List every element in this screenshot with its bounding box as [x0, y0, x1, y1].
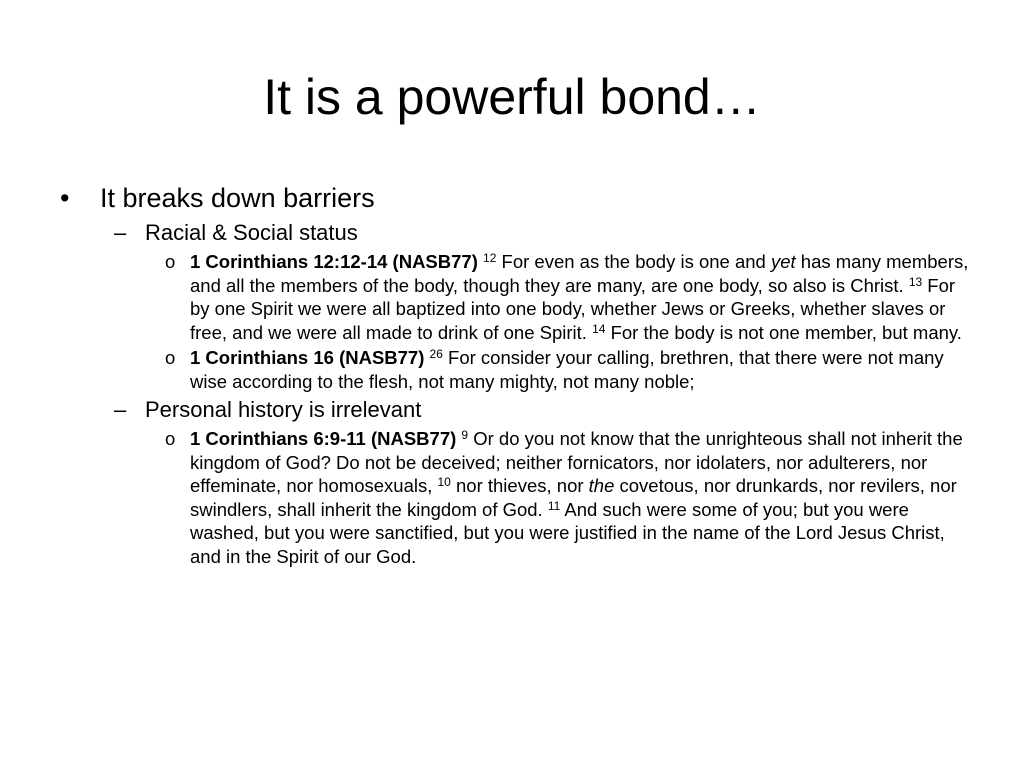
verse-fragment: covetous, nor drunkards, nor revilers, nor swindlers, shall inherit the kingdom of God. [190, 475, 957, 520]
subbullet-text: Racial & Social status [145, 220, 358, 245]
slide-content [60, 180, 970, 570]
verse-fragment: has many members, and all the members of the body, though they are many, are one body, so also is Christ. [190, 251, 969, 296]
dash-icon: – [114, 397, 127, 422]
verse-item [60, 346, 970, 393]
verse-text [190, 250, 970, 344]
verse-number: 26 [429, 347, 443, 361]
subbullet-text: Personal history is irrelevant [145, 397, 422, 422]
verse-fragment: For consider your calling, brethren, that there were not many wise according to the flesh, not many mighty, not many noble; [190, 347, 944, 392]
bullet-dot-icon: • [60, 183, 70, 213]
verse-fragment: Or do you not know that the unrighteous shall not inherit the kingdom of God? Do not be deceived; neither fornicators, nor idolaters, nor adulterers, nor effeminate, nor homosexuals, [190, 428, 963, 496]
subbullet-personal-history [60, 395, 970, 425]
verse-fragment: nor thieves, nor [450, 475, 589, 496]
verse-number: 14 [592, 321, 606, 336]
verse-fragment: For even as the body is one and [496, 251, 771, 272]
verse-italic: the [588, 475, 615, 496]
dash-icon: – [114, 220, 127, 245]
circle-bullet-icon: o [165, 428, 176, 449]
bullet-level1-text: It breaks down barriers [100, 183, 375, 213]
verse-reference: 1 Corinthians 12:12-14 (NASB77) [190, 251, 478, 272]
verse-fragment: For the body is not one member, but many. [605, 321, 962, 343]
verse-text [190, 346, 970, 393]
verse-text [190, 427, 970, 568]
verse-reference: 1 Corinthians 6:9-11 (NASB77) [190, 428, 457, 449]
bullet-level1 [60, 180, 970, 216]
subbullet-racial-social [60, 218, 970, 248]
verse-item [60, 250, 970, 344]
verse-number: 10 [437, 475, 451, 489]
verse-number: 9 [461, 428, 469, 442]
verse-fragment: For by one Spirit we were all baptized into one body, whether Jews or Greeks, whether slaves or free, and we were all made to drink of one Spirit. [190, 274, 956, 343]
verse-item [60, 427, 970, 568]
verse-italic: yet [770, 251, 796, 272]
circle-bullet-icon: o [165, 251, 176, 272]
circle-bullet-icon: o [165, 347, 176, 368]
verse-number: 12 [483, 251, 497, 265]
slide-title: It is a powerful bond… [263, 69, 761, 125]
verse-reference: 1 Corinthians 16 (NASB77) [190, 347, 425, 368]
verse-number: 13 [908, 274, 923, 289]
verse-number: 11 [547, 498, 561, 513]
verse-fragment: And such were some of you; but you were washed, but you were sanctified, but you were justified in the name of the Lord Jesus Christ, and in the Spirit of our God. [190, 498, 945, 567]
